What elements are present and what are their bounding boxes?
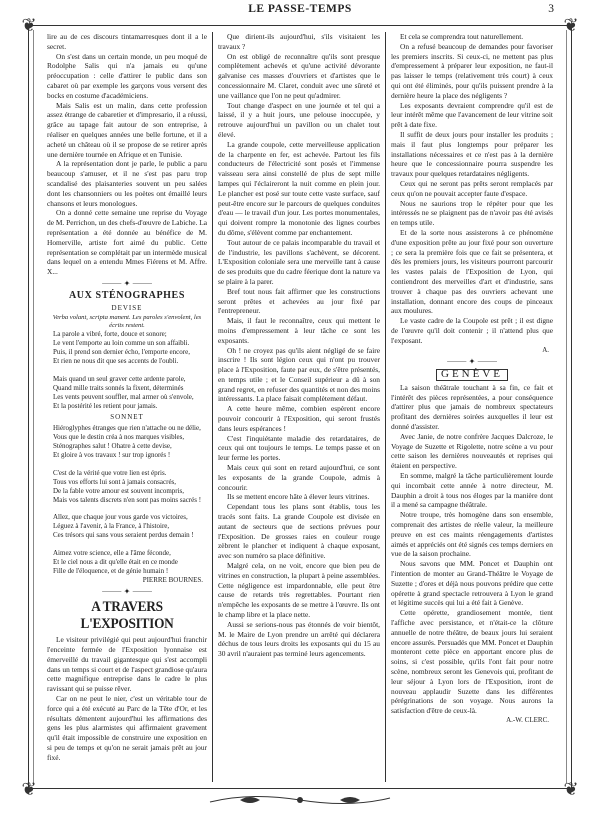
paragraph: Les exposants devraient comprendre qu'il est de leur intérêt même que l'avancement de leur vitrine soit prêt à date fixe. [391, 100, 553, 130]
article-signature: A. [542, 345, 549, 354]
poem-sonnet [53, 424, 207, 575]
paragraph: Le visiteur privilégié qui peut aujourd'hui franchir l'enceinte fermée de l'Exposition lyonnaise est émerveillé du travail gigantesque qui s'est accompli dans un temps si court et de l'aspect grandiose qu'aura cette magnifique entreprise dans le cadre le plus ravissant qui se puisse rêver. [47, 635, 207, 694]
poem-line: Et rien ne nous dit que ses accents de l'oubli. [53, 357, 179, 366]
poem-line: Mais quand un seul graver cette ardente parole, [53, 374, 186, 383]
page-number: 3 [548, 3, 554, 15]
paragraph: C'est l'inquiétante maladie des retardataires, de ceux qui ont toujours le temps. Le temps passe et on leur ferme les portes. [218, 433, 380, 463]
paragraph: Et cela se comprendra tout naturellement. [400, 32, 524, 41]
poem-line: Allez, que chaque jour vous garde vos victoires, [53, 513, 188, 522]
poem-line: Hiéroglyphes étranges que rien n'attache ou ne délie, [53, 424, 201, 433]
separator-ornament-icon: ⸻ ✦ ⸻ [101, 587, 153, 597]
poem-line [53, 366, 207, 375]
column-3 [391, 32, 553, 782]
poem-line: Les vents peuvent souffler, mal armer où s'envole, [53, 392, 194, 401]
paragraph: Mais, il faut le reconnaître, ceux qui mettent le moins d'empressement à leur tâche ce sont les exposants. [218, 316, 380, 345]
poem-line: La parole a vibré, forte, douce et sonore; [53, 330, 167, 339]
article-signature: A.-W. CLERC. [506, 715, 549, 724]
paragraph: Et de la sorte nous assisterons à ce phénomène d'une exposition prête au jour fixé pour son ouverture ; ce sera la première fois que ce fait se présentera, et dès les premiers jours, les visiteurs pourront parcourir les vastes palais de l'Exposition de Lyon, qui contiendront des merveilles d'art et d'industrie, sans trouver à chaque pas des ouvriers achevant une installation, donnant encore des coups de pinceaux aux moulures. [391, 227, 553, 316]
poem-line: Fille de l'éloquence, et de génie humain ! [53, 566, 169, 575]
poem-line: Puis, il prend son dernier écho, l'emporte encore, [53, 348, 190, 357]
bottom-ornament-icon [200, 790, 400, 810]
poem-signature: PIERRE BOURNES. [142, 575, 203, 584]
poem-line: Sténographes salut ! Ohatre à cette devise, [53, 442, 172, 451]
section-title-stenographes: AUX STÉNOGRAPHES [68, 289, 185, 301]
separator-ornament-icon: ⸻ ✦ ⸻ [101, 278, 153, 288]
paragraph: Nous ne saurions trop le répéter pour que les intéressés ne se plaignent pas de n'avoir pas été avisés en temps utile. [391, 198, 553, 228]
corner-ornament-bottom-left-icon: ❦ [21, 779, 37, 799]
paragraph: On a refusé beaucoup de demandes pour favoriser les premiers inscrits. Si ceux-ci, ne mettent pas plus d'empressement à préparer leur exposition, ne faut-il pas laisser le temps (relativement très court) à ceux qui ont été éliminés, pour qu'ils puissent prendre à la dernière heure la place des négligents ? [391, 41, 553, 100]
paragraph: Car on ne peut le nier, c'est un véritable tour de force qui a été exécuté au Parc de la Tête d'Or, et les résultats démentent aujourd'hui les affirmations des gens les plus alarmistes qui affirmaient gravement qu'il était impossible de construire une exposition en si peu de temps et qu'on ne serait jamais prêt au jour fixé. [47, 694, 207, 762]
paragraph: Ils se mettent encore hâte à élever leurs vitrines. [227, 492, 370, 502]
poem-line [53, 504, 207, 513]
paragraph: lire au de ces discours tintamarresques dont il a le secret. [47, 32, 207, 51]
paragraph: Avec Janie, de notre confrère Jacques Dalcroze, le Voyage de Suzette et Rigolette, notre scène a vu pour cette saison les dernières nouveautés et reprises qui étaient en perspective. [391, 431, 553, 471]
paragraph: On est obligé de reconnaître qu'ils sont presque complètement achevés et qu'une activité dévorante galvanise ces masses d'ouvriers et d'artistes que le concessionnaire M. Claret, conduit avec une sûreté et une vaillance que l'on ne peut qu'admirer. [218, 51, 380, 100]
section-title-exposition: A TRAVERS L'EXPOSITION [80, 599, 174, 633]
frame-left-inner-line [33, 30, 34, 783]
paragraph: Oh ! ne croyez pas qu'ils aient négligé de se faire inscrire ! Ils sont légion ceux qui n'ont pu trouver place à l'Exposition, faute par eux, de s'être présentés, en temps utile ; et le Conseil supérieur a dû à son grand regret, en refuser des quantités et non des moins intéressants. La place faisait complètement défaut. [218, 345, 380, 404]
epigraph: Verba volant, scripta manent. Les paroles s'envolent, les écrits restent. [52, 314, 202, 330]
paragraph: Notre troupe, très homogène dans son ensemble, comprenait des artistes de réelle valeur, la meilleure preuve en est ces maints réengagements d'artistes aimés et appréciés ont été signés ces temps derniers en vue de la saison prochaine. [391, 510, 553, 559]
poem-line: Léguez à l'avenir, à la France, à l'histoire, [53, 522, 170, 531]
sonnet-title: SONNET [110, 413, 144, 422]
page-header [40, 3, 560, 25]
paragraph: Tout autour de ce palais incomparable du travail et de l'industrie, les pavillons s'achèvent, se décorent. L'Exposition coloniale sera une merveille tant à cause de ses produits que du cadre féerique dont la nature va se plaire à la parer. [218, 237, 380, 286]
paragraph: Tout change d'aspect en une journée et tel qui a laissé, il y a huit jours, une pelouse inoccupée, y retrouve aujourd'hui un pavillon ou un chalet tout élevé. [218, 100, 380, 139]
poem-line [53, 540, 207, 549]
paragraph: Cependant tous les plans sont établis, tous les tracés sont faits. La grande Coupole est divisée en autant de secteurs que de sections prévues pour l'Exposition. De grosses raies en couleur rouge zèbrent le plancher et indiquent à chaque exposant, avec son numéro sa place définitive. [218, 502, 380, 561]
paragraph: La saison théâtrale touchant à sa fin, ce fait et l'intérêt des pièces représentées, a pour conséquence d'attirer plus que jamais de nombreux spectateurs profitant des dernières soirées auxquelles il leur est donné d'assister. [391, 382, 553, 432]
devise-title: DEVISE [111, 303, 143, 312]
paragraph: A la représentation dont je parle, le public a paru beaucoup s'amuser, et il ne s'est pas paru trop scandalisé des plaisanteries souvent un peu salées dont les chansonniers ou les poètes ont émaillé leurs chansons et leurs monologues. [47, 159, 207, 208]
poem-devise [53, 330, 207, 410]
frame-top-line [28, 25, 572, 26]
corner-ornament-top-left-icon: ❦ [21, 15, 37, 35]
section-title-geneve: GENÈVE [436, 369, 508, 381]
poem-line: C'est de la vérité que votre lien est épris. [53, 468, 167, 477]
frame-right-line [571, 25, 572, 788]
corner-ornament-top-right-icon: ❦ [563, 15, 579, 35]
paragraph: Bref tout nous fait affirmer que les constructions seront prêtes et achevées au jour fixé par l'entrepreneur. [218, 286, 380, 316]
poem-line: Et gloire à vos travaux ! sur trop ignorés ! [53, 450, 171, 459]
paragraph: En somme, malgré la tâche particulièrement lourde qui incombait cette année à notre directeur, M. Dauphin a droit à tous nos éloges par la manière dont il a mené sa campagne théâtrale. [391, 471, 553, 510]
poem-line [53, 460, 207, 469]
paragraph: Aussi se serions-nous pas étonnés de voir bientôt, M. le Maire de Lyon prendre un arrêté qui déclarera déchus de tous leurs droits les exposants qui du 15 au 30 avril n'auraient pas terminé leurs agencements. [218, 619, 380, 659]
frame-right-inner-line [566, 30, 567, 783]
frame-left-line [28, 25, 29, 788]
poem-line: Mais vos talents discrets n'en sont pas moins sacrés ! [53, 495, 202, 504]
paragraph: Mais ceux qui sont en retard aujourd'hui, ce sont les exposants de la grande Coupole, admis à concourir. [218, 463, 380, 492]
paragraph: Nous savons que MM. Poncet et Dauphin ont l'intention de monter au Grand-Théâtre le Voyage de Suzette ; d'ores et déjà nous pouvons prédire que cette opérette à grand spectacle retrouvera à Lyon le grand et légitime succès qui lui a été fait à Genève. [391, 559, 553, 608]
frame-bottom-line [28, 788, 572, 789]
paragraph: On s'est dans un certain monde, un peu moqué de Rodolphe Salis qui n'a jamais eu qu'une préoccupation : celle d'attirer le public dans son cabaret où par exemple les garçons vous versent des bocks en costume d'académiciens. [47, 51, 207, 100]
paragraph: La grande coupole, cette merveilleuse application de la charpente en fer, est achevée. Partout les fils conducteurs de l'électricité sont posés et l'immense vaisseau sera ainsi constellé de plus de sept mille lampes qui l'éclaireront la nuit comme en plein jour. Le plancher est posé sur toute cette vaste surface, sauf peut-être encore sur le parcours de quelques conduites d'eau — le travail d'un jour. Les portes monumentales, qui doivent rompre la monotonie des lignes courbes du dôme, s'élèvent comme par enchantement. [218, 139, 380, 237]
column-2 [218, 32, 380, 782]
poem-line: Quand mille traits sonnés la fixent, déterminés [53, 383, 184, 392]
corner-ornament-bottom-right-icon: ❦ [563, 779, 579, 799]
poem-line: Le vent l'emporte au loin comme un son affaibli. [53, 339, 190, 348]
paragraph: Cette opérette, grandiosement montée, tient l'affiche avec persistance, et n'était-ce la clôture annuelle de notre théâtre, de beaux jours lui seraient encore assurés. Persuadés que MM. Poncet et Dauphin monteront cette pièce en apportant encore plus de soins, si c'est possible, qu'ils l'ont fait pour notre scène, nombreux seront les Genevois qui, profitant de leur séjour à Lyon lors de l'Exposition, iront de nouveau applaudir Suzette dans les différentes pérégrinations de son voyage. Nous aurons la satisfaction d'être de ceux-là. [391, 608, 553, 716]
column-rule-2 [385, 32, 386, 782]
paragraph: Le vaste cadre de la Coupole est prêt ; il est digne de l'œuvre qu'il doit contenir ; il n'attend plus que l'exposant. [391, 316, 553, 345]
paragraph: Malgré cela, on ne voit, encore que bien peu de vitrines en construction, la plupart à peine assemblées. Cette négligence est impardonnable, elle peut être cause de retards très regrettables. Pourtant rien n'empêche les exposants de se mettre à l'œuvre. Ils ont le champ libre et la place nette. [218, 561, 380, 620]
poem-line: Ces trésors qui sans vous seraient perdus demain ! [53, 531, 194, 540]
poem-line: De la fable votre amour est souvent incompris, [53, 486, 185, 495]
column-1 [47, 32, 207, 782]
paragraph: On a donné cette semaine une reprise du Voyage de M. Perrichon, un des chefs-d'œuvre de Labiche. La représentation a été donnée au bénéfice de M. Homerville, artiste fort aimé du public. Cette représentation se complétait par un intermède musical dans lequel on a entendu Mmes Fiérens et M. Affre. X... [47, 208, 207, 277]
poem-line: Et la postérité les retient pour jamais. [53, 401, 158, 410]
poem-line: Vous que le destin créa à nos marques visibles, [53, 433, 185, 442]
poem-line: Et le ciel nous a dit qu'elle était en ce monde [53, 557, 178, 566]
paragraph: Ceux qui ne seront pas prêts seront remplacés par ceux qu'on ne pouvait accepter faute d'espace. [391, 178, 553, 198]
separator-ornament-icon: ⸻ ✦ ⸻ [446, 357, 498, 367]
paragraph: Mais Salis est un malin, dans cette profession assez étrange de cabaretier et d'impresario, il a réussi, grâce au tapage fait autour de son entreprise, à réaliser en quelques années une belle fortune, et il a acheté un château où il se propose de se retirer après une dernière tournée en Afrique et en Tunisie. [47, 100, 207, 159]
section-title-geneve-wrapper [391, 369, 553, 381]
poem-line: Aimez votre science, elle a l'âme féconde, [53, 548, 171, 557]
paragraph: Que dirient-ils aujourd'hui, s'ils visitaient les travaux ? [218, 32, 380, 51]
column-rule-1 [212, 32, 213, 782]
poem-line: Tous vos efforts lui sont à jamais consacrés, [53, 477, 177, 486]
paragraph: A cette heure même, combien espèrent encore pouvoir concourir à l'Exposition, qui seront frustés dans leurs espérances ! [218, 404, 380, 433]
masthead-title: LE PASSE-TEMPS [248, 3, 352, 15]
paragraph: Il suffit de deux jours pour installer les produits ; mais il faut plus longtemps pour préparer les installations nécessaires et ce n'est pas à la dernière heure que le concessionnaire pourra suspendre les travaux pour quelques retardataires négligents. [391, 129, 553, 179]
